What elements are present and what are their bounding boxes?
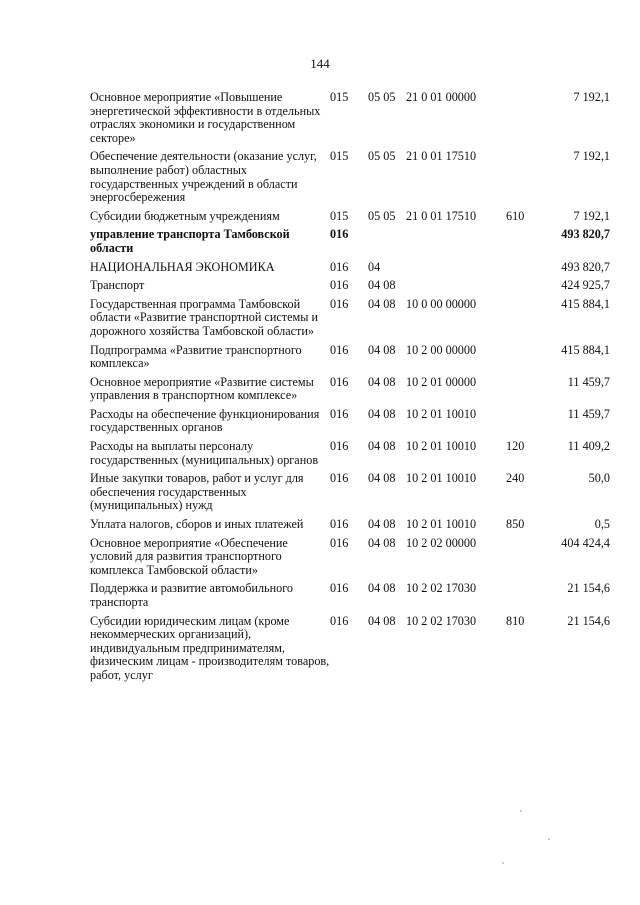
row-amount: 0,5 bbox=[594, 517, 610, 532]
row-target-article: 10 2 02 00000 bbox=[406, 535, 477, 550]
row-amount: 50,0 bbox=[588, 471, 610, 486]
row-expense-type: 120 bbox=[506, 439, 525, 454]
row-target-article: 10 2 02 17030 bbox=[406, 613, 477, 628]
row-expense-type bbox=[506, 408, 536, 440]
row-amount: 415 884,1 bbox=[561, 342, 610, 357]
row-name: Обеспечение деятельности (оказание услуг, выполнение работ) областных государственных учреждений в области энергосбережения bbox=[90, 149, 317, 205]
row-section-code: 04 bbox=[368, 259, 381, 274]
row-expense-type bbox=[506, 228, 536, 260]
row-section-code: 04 08 bbox=[368, 581, 396, 596]
row-ministry-code: 016 bbox=[330, 342, 349, 357]
row-target-article: 10 2 01 10010 bbox=[406, 471, 477, 486]
row-section-code: 04 08 bbox=[368, 535, 396, 550]
row-name: НАЦИОНАЛЬНАЯ ЭКОНОМИКА bbox=[90, 259, 275, 274]
row-ministry-code: 015 bbox=[330, 90, 349, 104]
row-name: Поддержка и развитие автомобильного транспорта bbox=[90, 581, 293, 609]
row-ministry-code: 016 bbox=[330, 471, 349, 486]
row-section-code: 04 08 bbox=[368, 296, 396, 311]
row-expense-type: 240 bbox=[506, 471, 525, 486]
row-section-code: 04 08 bbox=[368, 439, 396, 454]
table-row bbox=[90, 210, 610, 229]
row-target-article: 21 0 01 17510 bbox=[406, 149, 477, 164]
row-expense-type bbox=[506, 261, 536, 280]
scan-speck bbox=[548, 838, 550, 840]
row-ministry-code: 016 bbox=[330, 517, 349, 532]
row-target-article: 10 2 00 00000 bbox=[406, 342, 477, 357]
row-expense-type bbox=[506, 91, 536, 150]
row-target-article bbox=[406, 228, 506, 260]
row-name: Субсидии бюджетным учреждениям bbox=[90, 208, 280, 223]
row-ministry-code: 016 bbox=[330, 406, 349, 421]
row-amount: 7 192,1 bbox=[573, 90, 610, 104]
row-section-code bbox=[368, 228, 406, 260]
table-row bbox=[90, 228, 610, 260]
table-row bbox=[90, 408, 610, 440]
row-ministry-code: 016 bbox=[330, 296, 349, 311]
table-row bbox=[90, 472, 610, 518]
row-amount: 493 820,7 bbox=[561, 227, 610, 242]
row-amount: 415 884,1 bbox=[561, 296, 610, 311]
row-name: Основное мероприятие «Обеспечение условий для развития транспортного комплекса Тамбовской области» bbox=[90, 535, 288, 577]
row-name: Подпрограмма «Развитие транспортного комплекса» bbox=[90, 342, 302, 371]
row-amount: 424 925,7 bbox=[561, 278, 610, 293]
row-section-code: 04 08 bbox=[368, 374, 396, 389]
row-section-code: 04 08 bbox=[368, 517, 396, 532]
row-section-code: 05 05 bbox=[368, 149, 396, 164]
row-target-article: 10 2 01 00000 bbox=[406, 374, 477, 389]
row-name: Субсидии юридическим лицам (кроме некоммерческих организаций), индивидуальным предпринимателям, физическим лицам - производителям товаров, работ, услуг bbox=[90, 613, 330, 682]
row-name: Расходы на выплаты персоналу государственных (муниципальных) органов bbox=[90, 439, 319, 467]
row-section-code: 04 08 bbox=[368, 406, 396, 421]
row-expense-type bbox=[506, 279, 536, 298]
table-row bbox=[90, 582, 610, 614]
row-amount: 21 154,6 bbox=[567, 613, 610, 628]
row-ministry-code: 015 bbox=[330, 149, 349, 164]
budget-table-body bbox=[90, 91, 610, 688]
row-target-article: 21 0 01 17510 bbox=[406, 208, 477, 223]
row-target-article: 21 0 01 00000 bbox=[406, 90, 477, 104]
row-expense-type bbox=[506, 582, 536, 614]
row-name: Государственная программа Тамбовской области «Развитие транспортной системы и дорожного хозяйства Тамбовской области» bbox=[90, 296, 318, 338]
row-name: Расходы на обеспечение функционирования государственных органов bbox=[90, 406, 320, 435]
row-amount: 11 459,7 bbox=[567, 374, 610, 389]
table-row bbox=[90, 261, 610, 280]
page-number: 144 bbox=[310, 56, 330, 71]
row-name: Основное мероприятие «Повышение энергетической эффективности в отдельных отраслях экономики и государственном секторе» bbox=[90, 90, 321, 145]
row-target-article: 10 0 00 00000 bbox=[406, 296, 477, 311]
row-target-article: 10 2 02 17030 bbox=[406, 581, 477, 596]
row-expense-type: 850 bbox=[506, 517, 525, 532]
row-section-code: 04 08 bbox=[368, 613, 396, 628]
row-ministry-code: 015 bbox=[330, 208, 349, 223]
row-expense-type bbox=[506, 344, 536, 376]
row-target-article: 10 2 01 10010 bbox=[406, 517, 477, 532]
row-ministry-code: 016 bbox=[330, 581, 349, 596]
table-row bbox=[90, 150, 610, 209]
row-amount: 11 459,7 bbox=[567, 406, 610, 421]
row-target-article bbox=[406, 261, 506, 280]
row-expense-type: 610 bbox=[506, 208, 525, 223]
row-target-article: 10 2 01 10010 bbox=[406, 406, 477, 421]
row-amount: 11 409,2 bbox=[567, 439, 610, 454]
row-ministry-code: 016 bbox=[330, 259, 349, 274]
row-ministry-code: 016 bbox=[330, 613, 349, 628]
row-amount: 7 192,1 bbox=[573, 149, 610, 164]
row-name: Основное мероприятие «Развитие системы управления в транспортном комплексе» bbox=[90, 374, 314, 403]
row-section-code: 05 05 bbox=[368, 208, 396, 223]
table-row bbox=[90, 440, 610, 472]
table-row bbox=[90, 615, 610, 688]
row-name: управление транспорта Тамбовской области bbox=[90, 227, 290, 255]
scan-speck bbox=[502, 862, 504, 864]
row-section-code: 04 08 bbox=[368, 278, 396, 293]
row-amount: 7 192,1 bbox=[573, 208, 610, 223]
scan-speck bbox=[520, 810, 522, 812]
table-row bbox=[90, 298, 610, 344]
table-row bbox=[90, 537, 610, 583]
row-expense-type bbox=[506, 537, 536, 583]
table-row bbox=[90, 376, 610, 408]
row-section-code: 04 08 bbox=[368, 471, 396, 486]
row-section-code: 05 05 bbox=[368, 90, 396, 104]
row-expense-type bbox=[506, 298, 536, 344]
row-ministry-code: 016 bbox=[330, 278, 349, 293]
row-ministry-code: 016 bbox=[330, 374, 349, 389]
table-row bbox=[90, 279, 610, 298]
row-target-article bbox=[406, 279, 506, 298]
row-amount: 493 820,7 bbox=[561, 259, 610, 274]
table-row bbox=[90, 518, 610, 537]
table-row bbox=[90, 91, 610, 150]
row-ministry-code: 016 bbox=[330, 535, 349, 550]
row-name: Уплата налогов, сборов и иных платежей bbox=[90, 517, 304, 532]
row-amount: 404 424,4 bbox=[561, 535, 610, 550]
row-ministry-code: 016 bbox=[330, 227, 349, 242]
row-expense-type bbox=[506, 150, 536, 209]
row-expense-type: 810 bbox=[506, 613, 525, 628]
row-name: Иные закупки товаров, работ и услуг для обеспечения государственных (муниципальных) нужд bbox=[90, 471, 304, 513]
row-expense-type bbox=[506, 376, 536, 408]
row-target-article: 10 2 01 10010 bbox=[406, 439, 477, 454]
table-row bbox=[90, 344, 610, 376]
row-name: Транспорт bbox=[90, 278, 145, 293]
row-ministry-code: 016 bbox=[330, 439, 349, 454]
row-section-code: 04 08 bbox=[368, 342, 396, 357]
budget-table bbox=[90, 91, 610, 688]
row-amount: 21 154,6 bbox=[567, 581, 610, 596]
